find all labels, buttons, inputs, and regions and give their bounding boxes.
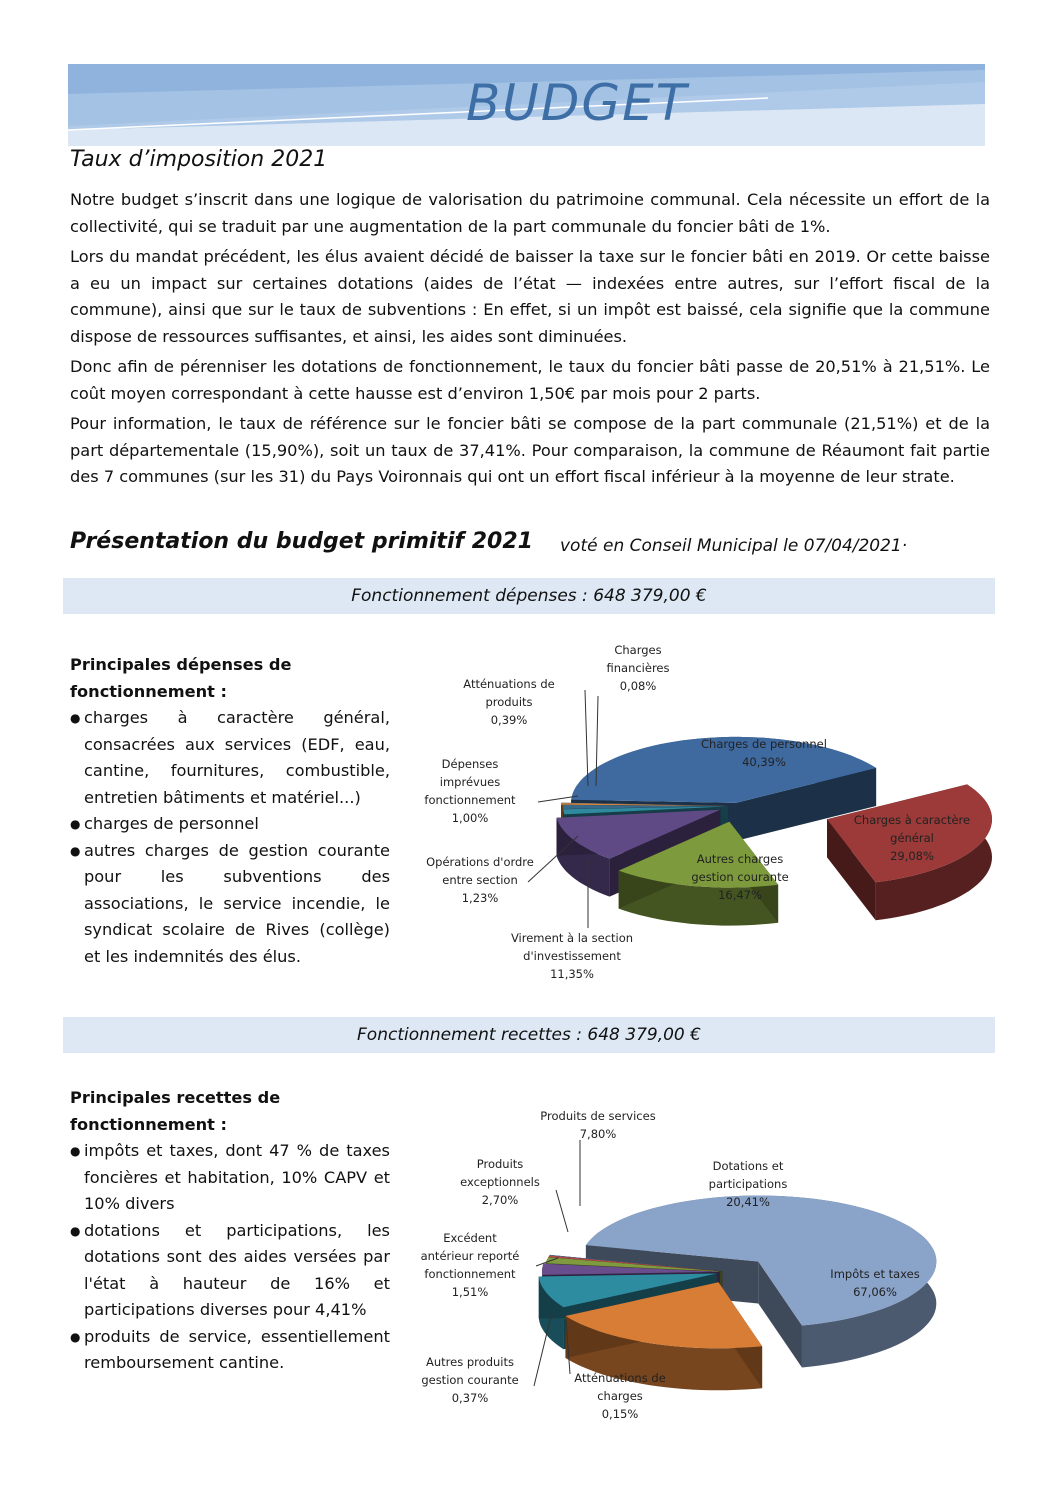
list-item: [70, 1138, 390, 1218]
pie-label: Charges à caractère général 29,08%: [853, 813, 971, 863]
pie-label: Charges financières 0,08%: [606, 643, 670, 693]
pie-label: Charges de personnel 40,39%: [701, 737, 827, 769]
pie-label: Impôts et taxes 67,06%: [830, 1267, 920, 1299]
paragraph: Pour information, le taux de référence sur le foncier bâti se compose de la part communale (21,51%) et de la part départementale (15,90%), soit un taux de 37,41%. Pour comparaison, la commune de Réaumont fait partie des 7 communes (sur les 31) du Pays Voironnais qui ont un effort fiscal inférieur à la moyenne de leur strate.: [70, 414, 990, 486]
list-item-text: charges à caractère général, consacrées aux services (EDF, eau, cantine, fournitures, combustible, entretien bâtiments et matériel...): [84, 708, 390, 807]
paragraph: Donc afin de pérenniser les dotations de fonctionnement, le taux du foncier bâti passe de 20,51% à 21,51%. Le coût moyen correspondant à cette hausse est d’environ 1,50€ par mois pour 2 parts.: [70, 357, 990, 403]
bullet-icon: ●: [70, 817, 81, 831]
list-item-text: autres charges de gestion courante pour les subventions des associations, le service incendie, le syndicat scolaire de Rives (collège) et les indemnités des élus.: [84, 840, 390, 966]
depenses-list: [70, 652, 390, 970]
pie-label: Virement à la section d'investissement 11,35%: [510, 931, 634, 981]
recettes-heading: Principales recettes de fonctionnement :: [70, 1088, 281, 1134]
paragraph: Lors du mandat précédent, les élus avaient décidé de baisser la taxe sur le foncier bâti en 2019. Or cette baisse a eu un impact sur certaines dotations (aides de l’état — indexées entre autres, sur l’effort fiscal de la commune), ainsi que sur le taux de subventions : En effet, si un impôt est baissé, cela signifie que la commune dispose de ressources suffisantes, et ainsi, les aides sont diminuées.: [70, 247, 990, 346]
taux-paragraphs: [70, 187, 990, 495]
bullet-icon: ●: [70, 1223, 81, 1238]
pie-label: Dépenses imprévues fonctionnement 1,00%: [424, 757, 516, 825]
list-item: [70, 838, 390, 971]
section-title-taux: Taux d’imposition 2021: [70, 147, 328, 172]
list-item: [70, 1218, 390, 1324]
paragraph: Notre budget s’inscrit dans une logique de valorisation du patrimoine communal. Cela nécessite un effort de la collectivité, qui se traduit par une augmentation de la part communale du foncier bâti de 1%.: [70, 190, 990, 236]
list-item: [70, 811, 390, 838]
bullet-icon: ●: [70, 1144, 81, 1158]
bullet-icon: ●: [70, 843, 81, 858]
pie-leader-line: [585, 690, 588, 786]
pie-label: Atténuations de produits 0,39%: [463, 677, 555, 727]
pie-leader-line: [556, 1190, 568, 1232]
pie-label: Autres charges gestion courante 16,47%: [691, 852, 789, 902]
list-item: [70, 705, 390, 811]
depenses-pie-chart: [420, 636, 1010, 988]
page-title: BUDGET: [466, 74, 689, 132]
list-item-text: impôts et taxes, dont 47 % de taxes foncières et habitation, 10% CAPV et 10% divers: [84, 1141, 390, 1213]
list-item: [70, 1324, 390, 1377]
pie-label: Produits exceptionnels 2,70%: [460, 1157, 540, 1207]
recettes-banner: Fonctionnement recettes : 648 379,00 €: [63, 1017, 995, 1053]
depenses-banner: Fonctionnement dépenses : 648 379,00 €: [63, 578, 995, 614]
pie-label: Autres produits gestion courante 0,37%: [421, 1355, 519, 1405]
bullet-icon: ●: [70, 711, 81, 725]
bullet-icon: ●: [70, 1329, 81, 1344]
list-item-text: dotations et participations, les dotations sont des aides versées par l'état à hauteur de 16% et participations diverses pour 4,41%: [84, 1220, 390, 1319]
list-item-text: produits de service, essentiellement remboursement cantine.: [84, 1326, 390, 1372]
pie-label: Atténuations de charges 0,15%: [574, 1371, 666, 1421]
depenses-heading: Principales dépenses de fonctionnement :: [70, 655, 292, 701]
pie-label: Excédent antérieur reporté fonctionnement 1,51%: [420, 1231, 520, 1299]
pie-label: Produits de services 7,80%: [540, 1109, 656, 1141]
section-title-budget: Présentation du budget primitif 2021: [70, 529, 533, 554]
pie-label: Opérations d'ordre entre section 1,23%: [426, 855, 534, 905]
pie-label: Dotations et participations 20,41%: [708, 1159, 788, 1209]
vote-date: voté en Conseil Municipal le 07/04/2021·: [560, 536, 908, 556]
recettes-pie-chart: [410, 1100, 1010, 1440]
recettes-list: [70, 1085, 390, 1377]
list-item-text: charges de personnel: [84, 814, 259, 833]
